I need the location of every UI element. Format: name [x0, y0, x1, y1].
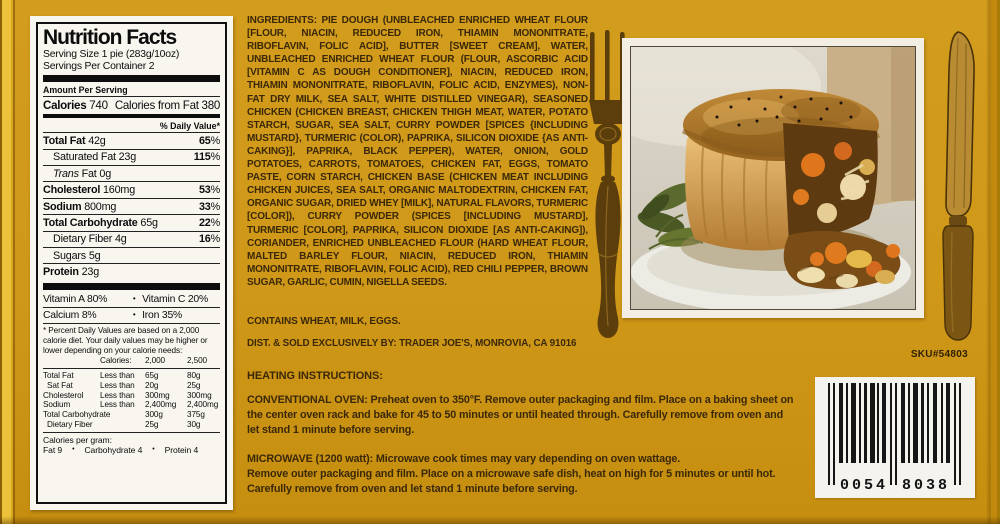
- table-cell: 80g: [187, 371, 201, 381]
- dietary-fiber-row: [43, 232, 220, 248]
- dv-percent: %: [210, 216, 220, 229]
- nutrient-value: 65g: [137, 216, 158, 229]
- pie-photo-frame: [630, 46, 916, 310]
- nutrient-name: Dietary Fiber: [53, 233, 113, 246]
- sodium-row: [43, 199, 220, 215]
- protein-row: [43, 264, 220, 279]
- table-col-2500: 2,500: [187, 356, 207, 366]
- cpg-item: Fat 9: [43, 445, 63, 456]
- bullet-separator: •: [132, 310, 136, 320]
- bullet-separator: •: [132, 293, 136, 303]
- divider-medium: [43, 114, 220, 118]
- nutrient-value: 160mg: [100, 184, 136, 197]
- table-cell: Less than: [100, 400, 135, 410]
- nutrient-value: 4g: [112, 233, 127, 246]
- microwave-line1: [247, 452, 796, 467]
- servings-per-container: Servings Per Container 2: [43, 60, 155, 72]
- dv-percent: %: [210, 233, 220, 246]
- barcode-digits: [815, 477, 975, 494]
- nutrient-label: [43, 135, 106, 147]
- nutrient-name: Cholesterol: [43, 184, 101, 197]
- nutrient-name: Fat: [78, 167, 97, 180]
- daily-value-footnote: * Percent Daily Values are based on a 2,000 calorie diet. Your daily values may be higher or lower depending on your calorie needs:: [43, 326, 208, 355]
- divider-thick: [43, 283, 220, 290]
- nutrient-name: Sodium: [43, 200, 82, 213]
- table-cell: 20g: [145, 380, 159, 390]
- pie-photo-mat: [622, 38, 924, 318]
- table-cell: 300g: [145, 410, 163, 420]
- nutrition-title: Nutrition Facts: [43, 26, 177, 49]
- ingredients-text: INGREDIENTS: PIE DOUGH (UNBLEACHED ENRICHED WHEAT FLOUR [FLOUR, NIACIN, REDUCED IRON, THIAMIN MONONITRATE, RIBOFLAVIN, FOLIC ACID], BUTTER [SWEET CREAM], WATER, UNBLEACHED ENRICHED WHEAT FLOUR (FLOUR, ASCORBIC ACID [VITAMIN C AS DOUGH CONDITIONER], NIACIN, REDUCED IRON, THIAMIN MONONITRATE, RIBOFLAVIN, FOLIC ACID, ENZYMES), NON-FAT DRY MILK, SEA SALT, WHITE DISTILLED VINEGAR), SEASONED CHICKEN (CHICKEN BREAST, CHICKEN THIGH MEAT, WATER, POTATO STARCH, SUGAR, SEA SALT, CURRY POWDER [SPICES {INCLUDING MUSTARD}, TURMERIC (COLOR), PAPRIKA, SILICON DIOXIDE {AS ANTI-CAKING}], PAPRIKA, BLACK PEPPER), WATER, ONION, GOLD POTATOES, CARROTS, TOMATOES, CHICKEN FAT, EGGS, TOMATO PASTE, CORN STARCH, CHICKEN BASE (CHICKEN MEAT INCLUDING CHICKEN JUICES, SEA SALT, ORGANIC MALTODEXTRIN, CHICKEN FAT, ORGANIC SUGAR, DRIED WHEY [MILK], NATURAL FLAVORS, TURMERIC [COLOR]), CURRY POWDER (SPICES [INCLUDING MUSTARD], TURMERIC [COLOR], PAPRIKA, SILICON DIOXIDE [AS ANTI-CAKING]), CORIANDER, ENRICHED UNBLEACHED FLOUR (HARD WHEAT FLOUR, MALTED BARLEY FLOUR, NIACIN, REDUCED IRON, THIAMIN MONONITRATE, RIBOFLAVIN, FOLIC ACID), RED CHILI PEPPER, BROWN SUGAR, GARLIC, CUMIN, NIGELLA SEEDS.: [247, 15, 588, 288]
- package-left-edge: [0, 0, 15, 524]
- distributor-line: DIST. & SOLD EXCLUSIVELY BY: TRADER JOE'S, MONROVIA, CA 91016: [247, 338, 577, 349]
- microwave-text2: Remove outer packaging and film. Place on a microwave safe dish, heat on high for 5 minutes or until hot. Carefully remove from oven and let stand 1 minute before serving.: [247, 467, 776, 495]
- dv-number: 65: [198, 134, 211, 147]
- dv-number: 115: [193, 151, 211, 164]
- nutrient-value: 23g: [78, 266, 100, 279]
- table-cell: 300mg: [145, 390, 170, 400]
- nutrient-dv: [199, 135, 220, 147]
- dv-percent: %: [210, 151, 220, 164]
- calories-label-value: [43, 99, 108, 112]
- vitamin-right: Vitamin C 20%: [142, 293, 209, 305]
- total-fat-row: [43, 133, 220, 149]
- table-cell: Less than: [100, 371, 135, 381]
- calories-value: 740: [86, 99, 108, 113]
- amount-per-serving: Amount Per Serving: [43, 84, 220, 97]
- table-cell: 2,400mg: [145, 400, 177, 410]
- table-cell: 65g: [145, 371, 159, 381]
- contains-statement: CONTAINS WHEAT, MILK, EGGS.: [247, 316, 401, 327]
- nutrient-label: [43, 184, 135, 196]
- dv-number: 53: [198, 184, 211, 197]
- vitamin-left: Calcium 8%: [43, 310, 97, 322]
- vitamin-a-c-row: [43, 292, 220, 308]
- nutrient-label: [43, 151, 136, 163]
- nutrient-name: Total Carbohydrate: [43, 216, 138, 229]
- nutrient-dv: [199, 184, 220, 196]
- sugars-row: [43, 248, 220, 264]
- nutrient-name: Sugars: [53, 249, 87, 262]
- nutrient-label: [43, 168, 111, 180]
- nutrient-dv: [194, 151, 220, 163]
- bullet-separator: •: [72, 446, 75, 454]
- cpg-item: Carbohydrate 4: [84, 445, 143, 456]
- microwave-instructions: [247, 452, 796, 496]
- nutrient-dv: [199, 217, 220, 229]
- total-carbohydrate-row: [43, 215, 220, 231]
- heating-instructions-title: HEATING INSTRUCTIONS:: [247, 370, 383, 382]
- table-cell: Sat Fat: [47, 380, 73, 390]
- nutrient-value: 42g: [85, 134, 106, 147]
- nutrient-dv: [199, 201, 220, 213]
- table-cell: Less than: [100, 380, 135, 390]
- calories-per-gram-items: [43, 445, 220, 455]
- table-cell: Dietary Fiber: [47, 420, 93, 430]
- table-cell: 25g: [187, 380, 201, 390]
- cpg-item: Protein 4: [164, 445, 199, 456]
- table-cell: 375g: [187, 410, 205, 420]
- table-cell: Total Carbohydrate: [43, 410, 111, 420]
- nutrient-label: [43, 266, 99, 278]
- dv-percent: %: [210, 200, 220, 213]
- nutrient-label: [43, 201, 116, 213]
- bullet-separator: •: [152, 446, 155, 454]
- cholesterol-row: [43, 182, 220, 198]
- calcium-iron-row: [43, 308, 220, 324]
- dv-percent: %: [210, 134, 220, 147]
- nutrient-value: 0g: [96, 167, 112, 180]
- dv-percent: %: [210, 184, 220, 197]
- table-cell: Total Fat: [43, 371, 74, 381]
- vitamin-left: Vitamin A 80%: [43, 293, 108, 305]
- table-cell: Less than: [100, 390, 135, 400]
- nutrient-name-italic: Trans: [53, 167, 79, 180]
- calories-per-gram: [43, 433, 220, 456]
- pie-photo: [631, 47, 915, 309]
- dv-number: 33: [198, 200, 211, 213]
- table-cell: 2,400mg: [187, 400, 219, 410]
- table-cell: 30g: [187, 420, 201, 430]
- nutrition-facts-border: [36, 22, 227, 504]
- calories-label: Calories: [43, 99, 87, 113]
- nutrient-label: [43, 233, 127, 245]
- nutrient-label: [43, 250, 100, 262]
- nutrient-value: 5g: [86, 249, 101, 262]
- dv-number: 16: [198, 233, 211, 246]
- trans-fat-row: [43, 166, 220, 182]
- table-spacer: [43, 356, 100, 366]
- calories-per-gram-title: Calories per gram:: [43, 434, 112, 445]
- divider-thick: [43, 75, 220, 82]
- conventional-oven-instructions: [247, 393, 796, 437]
- nutrient-name: Protein: [43, 266, 79, 279]
- daily-value-header: % Daily Value*: [43, 119, 220, 133]
- microwave-text1: Microwave cook times may vary depending on oven wattage.: [373, 453, 681, 465]
- table-cell: 25g: [145, 420, 159, 430]
- package-right-edge: [986, 0, 1000, 524]
- vitamin-right: Iron 35%: [142, 310, 183, 322]
- nutrient-name: Total Fat: [43, 134, 86, 147]
- nutrient-name: Saturated Fat: [53, 151, 116, 164]
- nutrient-dv: [199, 233, 220, 245]
- knife-icon: [930, 28, 986, 344]
- dv-table: [43, 369, 220, 433]
- nutrient-value: 800mg: [81, 200, 117, 213]
- table-calories-label: Calories:: [100, 356, 132, 366]
- table-col-2000: 2,000: [145, 356, 165, 366]
- table-cell: 300mg: [187, 390, 212, 400]
- nutrient-value: 23g: [115, 151, 137, 164]
- calories-from-fat: Calories from Fat 380: [114, 99, 220, 113]
- barcode: [815, 377, 975, 498]
- barcode-digits-left: 0054: [839, 477, 888, 494]
- barcode-digits-right: 8038: [902, 477, 951, 494]
- serving-size: Serving Size 1 pie (283g/10oz): [43, 49, 180, 60]
- dv-number: 22: [198, 216, 211, 229]
- nutrient-label: [43, 217, 158, 229]
- package-bottom-edge: [0, 516, 1000, 524]
- saturated-fat-row: [43, 150, 220, 166]
- conventional-oven-label: CONVENTIONAL OVEN:: [247, 394, 368, 406]
- calories-row: [43, 97, 220, 113]
- microwave-label: MICROWAVE (1200 watt):: [247, 453, 374, 465]
- nutrition-facts-panel: [30, 16, 233, 510]
- table-cell: Cholesterol: [43, 390, 84, 400]
- sku-number: SKU#54803: [910, 349, 968, 360]
- conventional-oven-text: Preheat oven to 350°F. Remove outer packaging and film. Place on a baking sheet on the center oven rack and bake for 45 to 50 minutes or until heated through. Carefully remove from oven and let stand 1 minute before serving.: [247, 394, 794, 436]
- table-cell: Sodium: [43, 400, 71, 410]
- dv-table-header: [43, 356, 220, 369]
